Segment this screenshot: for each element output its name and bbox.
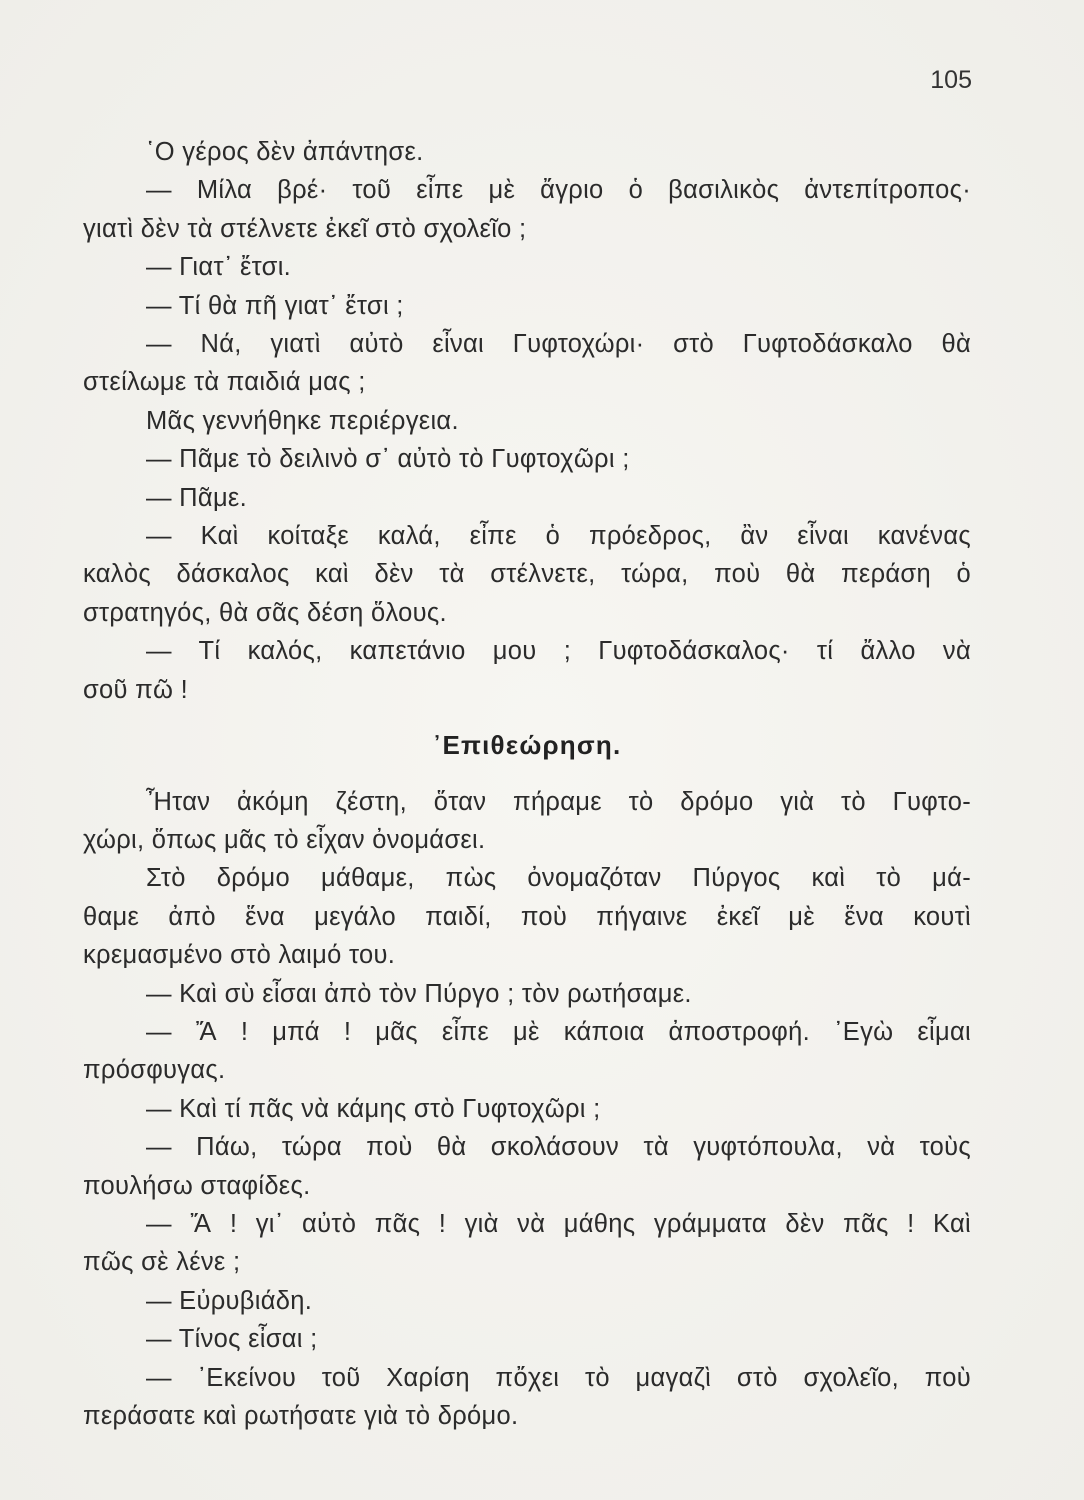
text-line: πρόσφυγας. [83, 1056, 226, 1085]
text-line: — Ἄ ! μπά ! μᾶς εἶπε μὲ κάποια ἀποστροφή. ᾽Εγὼ εἶμαι [146, 1017, 971, 1046]
text-line: — Νά, γιατὶ αὐτὸ εἶναι Γυφτοχώρι· στὸ Γυφτοδάσκαλο θὰ [146, 330, 971, 359]
text-line: σοῦ πῶ ! [83, 675, 189, 704]
text-line: Ἦταν ἀκόμη ζέστη, ὅταν πήραμε τὸ δρόμο γιὰ τὸ Γυφτο- [146, 787, 971, 816]
text-line: θαμε ἀπὸ ἕνα μεγάλο παιδί, ποὺ πήγαινε ἐκεῖ μὲ ἕνα κουτὶ [83, 902, 971, 931]
section-heading: ᾽Επιθεώρηση. [432, 730, 622, 761]
text-line: — Πᾶμε. [146, 483, 247, 512]
text-line: — Πάω, τώρα ποὺ θὰ σκολάσουν τὰ γυφτόπουλα, νὰ τοὺς [146, 1133, 971, 1162]
text-line: στρατηγός, θὰ σᾶς δέση ὅλους. [83, 598, 447, 627]
text-line: — Καὶ κοίταξε καλά, εἶπε ὁ πρόεδρος, ἂν εἶναι κανένας [146, 522, 971, 551]
text-line: — Καὶ τί πᾶς νὰ κάμης στὸ Γυφτοχῶρι ; [146, 1094, 601, 1123]
text-line: κρεμασμένο στὸ λαιμό του. [83, 941, 396, 970]
text-line: — Γιατ᾽ ἔτσι. [146, 253, 292, 282]
page-number: 105 [930, 66, 972, 94]
text-line: ῾Ο γέρος δὲν ἀπάντησε. [146, 138, 424, 166]
text-line: πῶς σὲ λένε ; [83, 1248, 241, 1277]
text-line: — Εὐρυβιάδη. [146, 1286, 313, 1315]
text-line: — Τίνος εἶσαι ; [146, 1325, 318, 1354]
text-line: Στὸ δρόμο μάθαμε, πὼς ὀνομαζόταν Πύργος καὶ τὸ μά- [146, 864, 971, 893]
body-text [83, 133, 971, 1435]
text-line: πουλήσω σταφίδες. [83, 1171, 311, 1200]
text-line: — Καὶ σὺ εἶσαι ἀπὸ τὸν Πύργο ; τὸν ρωτήσαμε. [146, 979, 692, 1008]
text-line: — Μίλα βρέ· τοῦ εἶπε μὲ ἄγριο ὁ βασιλικὸς ἀντεπίτροπος· [146, 176, 971, 205]
text-line: χώρι, ὅπως μᾶς τὸ εἶχαν ὀνομάσει. [83, 825, 486, 854]
text-line: στείλωμε τὰ παιδιά μας ; [83, 368, 366, 397]
text-line: Μᾶς γεννήθηκε περιέργεια. [146, 406, 459, 435]
text-line: — Τί θὰ πῆ γιατ᾽ ἔτσι ; [146, 291, 404, 320]
text-line: — Πᾶμε τὸ δειλινὸ σ᾽ αὐτὸ τὸ Γυφτοχῶρι ; [146, 445, 630, 474]
text-line: — Ἄ ! γι᾽ αὐτὸ πᾶς ! γιὰ νὰ μάθης γράμματα δὲν πᾶς ! Καὶ [146, 1209, 971, 1238]
text-line: — Τί καλός, καπετάνιο μου ; Γυφτοδάσκαλος· τί ἄλλο νὰ [146, 637, 971, 666]
text-line: γιατὶ δὲν τὰ στέλνετε ἐκεῖ στὸ σχολεῖο ; [83, 214, 527, 243]
text-line: περάσατε καὶ ρωτήσατε γιὰ τὸ δρόμο. [83, 1402, 519, 1430]
text-line: καλὸς δάσκαλος καὶ δὲν τὰ στέλνετε, τώρα, ποὺ θὰ περάση ὁ [83, 560, 971, 589]
text-line: — ᾽Εκείνου τοῦ Χαρίση πὄχει τὸ μαγαζὶ στὸ σχολεῖο, ποὺ [146, 1363, 971, 1392]
